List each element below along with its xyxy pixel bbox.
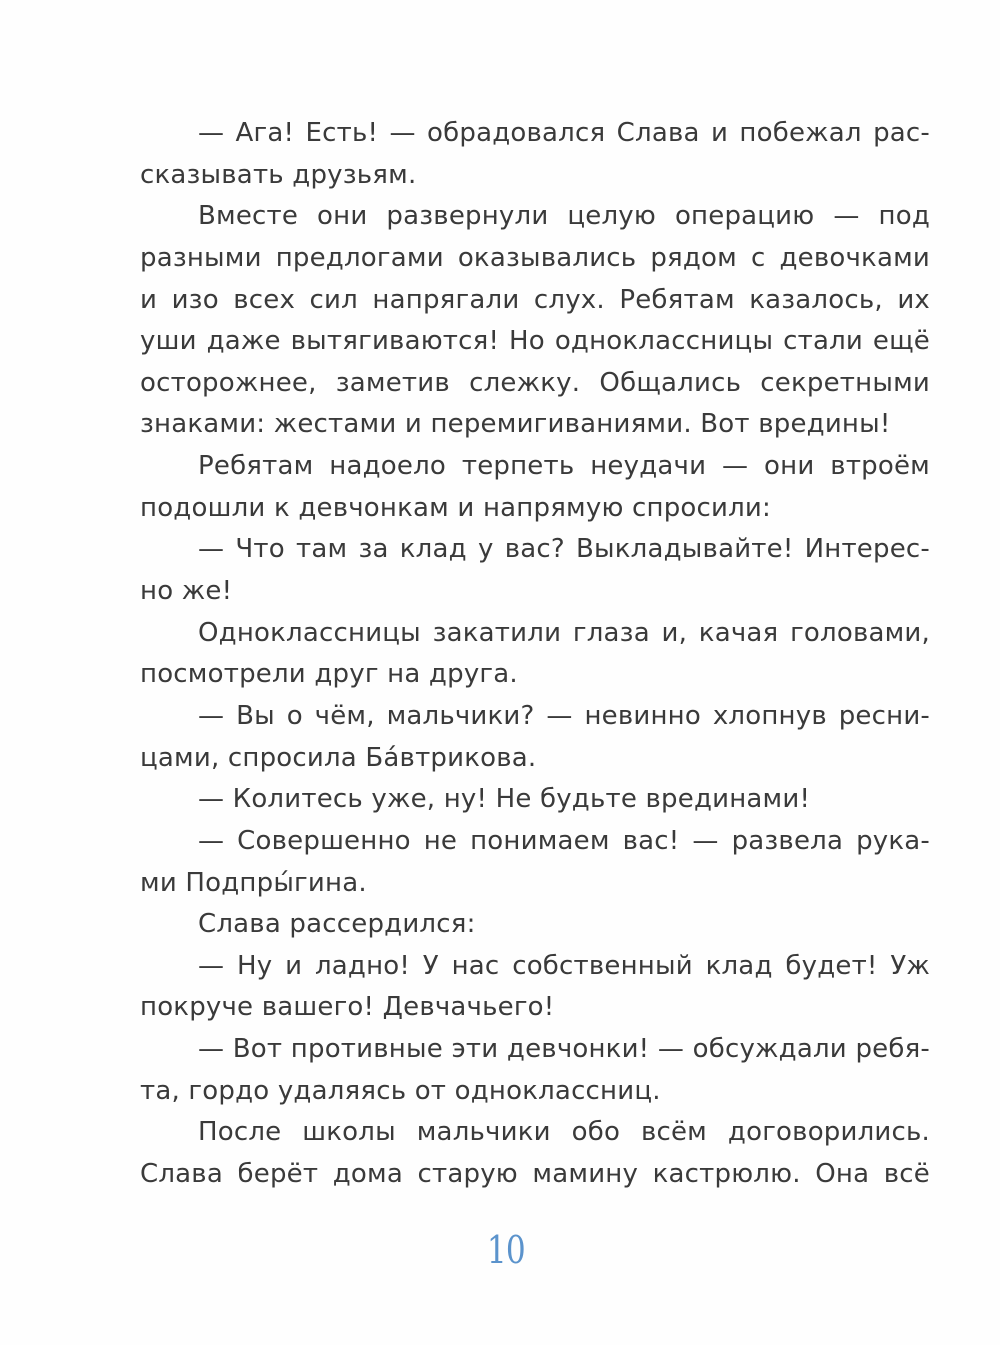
text-line: сказывать друзьям. xyxy=(140,159,417,190)
text-line: — Ну и ладно! У нас собственный клад будет! Уж xyxy=(198,950,930,981)
text-line: Ребятам надоело терпеть неудачи — они втроём xyxy=(198,451,930,482)
text-line: но же! xyxy=(140,576,233,607)
text-line: — Колитесь уже, ну! Не будьте врединами! xyxy=(198,784,811,815)
text-line: Слава рассердился: xyxy=(198,909,476,940)
text-line: Одноклассницы закатили глаза и, качая головами, xyxy=(198,617,930,648)
text-line: посмотрели друг на друга. xyxy=(140,659,518,690)
text-line: — Ага! Есть! — обрадовался Слава и побежал рас- xyxy=(198,118,930,148)
text-line: цами, спросила Ба́втрикова. xyxy=(140,742,537,773)
text-line: покруче вашего! Девчачьего! xyxy=(140,992,555,1023)
text-line: — Вы о чём, мальчики? — невинно хлопнув ресни- xyxy=(198,700,930,731)
text-line: уши даже вытягиваются! Но одноклассницы стали ещё xyxy=(140,326,930,357)
page-number: 10 xyxy=(486,1228,525,1272)
text-line: Слава берёт дома старую мамину кастрюлю. Она всё xyxy=(140,1159,930,1190)
text-line: подошли к девчонкам и напрямую спросили: xyxy=(140,492,771,523)
text-line: Вместе они развернули целую операцию — под xyxy=(198,201,930,232)
text-line: та, гордо удаляясь от одноклассниц. xyxy=(140,1075,661,1106)
text-line: ми Подпры́гина. xyxy=(140,867,367,898)
body-text xyxy=(140,113,930,1196)
text-line: — Вот противные эти девчонки! — обсуждали ребя- xyxy=(198,1034,930,1065)
text-line: знаками: жестами и перемигиваниями. Вот вредины! xyxy=(140,409,891,440)
text-line: и изо всех сил напрягали слух. Ребятам казалось, их xyxy=(140,284,930,315)
text-line: После школы мальчики обо всём договорились. xyxy=(198,1117,930,1148)
text-line: — Совершенно не понимаем вас! — развела рука- xyxy=(198,825,930,856)
text-line: — Что там за клад у вас? Выкладывайте! Интерес- xyxy=(198,534,930,565)
text-line: осторожнее, заметив слежку. Общались секретными xyxy=(140,367,930,398)
text-line: разными предлогами оказывались рядом с девочками xyxy=(140,242,930,273)
